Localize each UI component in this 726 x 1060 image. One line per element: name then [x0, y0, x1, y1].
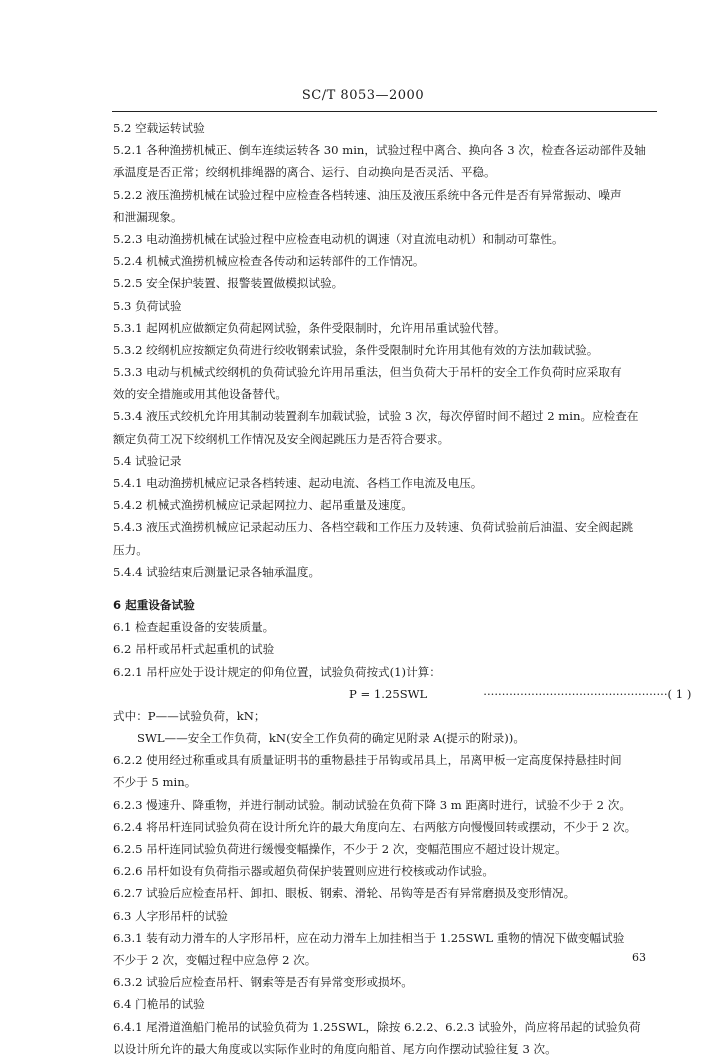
section-gap [113, 583, 660, 594]
clause-5-2-2-cont: 和泄漏现象。 [113, 209, 183, 224]
clause-5-3-1: 5.3.1 起网机应做额定负荷起网试验，条件受限制时，允许用吊重试验代替。 [113, 320, 506, 335]
clause-6-3-1: 6.3.1 装有动力滑车的人字形吊杆，应在动力滑车上加挂相当于 1.25SWL 重物的情况下做变幅试验 [113, 930, 625, 945]
clause-6-2-3: 6.2.3 慢速升、降重物，并进行制动试验。制动试验在负荷下降 3 m 距离时进行，试验不少于 2 次。 [113, 797, 631, 812]
section-heading-5-2: 5.2 空载运转试验 [113, 121, 205, 135]
clause-6-2-6: 6.2.6 吊杆如设有负荷指示器或超负荷保护装置则应进行校核或动作试验。 [113, 864, 494, 879]
clause-5-3-3-cont: 效的安全措施或用其他设备替代。 [113, 387, 287, 402]
section-heading-6-2: 6.2 吊杆或吊杆式起重机的试验 [113, 642, 275, 657]
clause-6-3-1-cont: 不少于 2 次，变幅过程中应急停 2 次。 [113, 952, 317, 967]
clause-6-1: 6.1 检查起重设备的安装质量。 [113, 620, 275, 635]
clause-6-2-1: 6.2.1 吊杆应处于设计规定的仰角位置，试验负荷按式(1)计算： [113, 664, 441, 679]
clause-5-2-1-cont: 承温度是否正常；绞纲机排绳器的离合、运行、自动换向是否灵活、平稳。 [113, 165, 496, 180]
clause-5-2-3: 5.2.3 电动渔捞机械在试验过程中应检查电动机的调速（对直流电动机）和制动可靠性。 [113, 231, 564, 246]
formula-where-p: 式中：P——试验负荷，kN； [113, 708, 266, 723]
clause-5-2-2: 5.2.2 液压渔捞机械在试验过程中应检查各档转速、油压及液压系统中各元件是否有异常振动、噪声 [113, 187, 622, 202]
clause-5-3-2: 5.3.2 绞纲机应按额定负荷进行绞收钢索试验，条件受限制时允许用其他有效的方法加载试验。 [113, 342, 599, 357]
clause-6-2-2-cont: 不少于 5 min。 [113, 775, 197, 790]
formula-expression: P = 1.25SWL [349, 686, 428, 701]
clause-5-4-3-cont: 压力。 [113, 542, 148, 557]
formula-where-swl: SWL——安全工作负荷，kN(安全工作负荷的确定见附录 A(提示的附录))。 [137, 731, 525, 746]
clause-6-4-1-cont: 以设计所允许的最大角度或以实际作业时的角度向船首、尾方向作摆动试验往复 3 次。 [113, 1041, 557, 1056]
section-heading-6-3: 6.3 人字形吊杆的试验 [113, 908, 228, 923]
clause-5-2-4: 5.2.4 机械式渔捞机械应检查各传动和运转部件的工作情况。 [113, 254, 425, 269]
section-heading-5-4: 5.4 试验记录 [113, 453, 182, 468]
clause-5-3-3: 5.3.3 电动与机械式绞纲机的负荷试验允许用吊重法，但当负荷大于吊杆的安全工作负荷时应采取有 [113, 365, 622, 380]
chapter-heading-6: 6 起重设备试验 [113, 597, 195, 612]
header-rule [112, 111, 657, 112]
formula-1 [113, 683, 692, 705]
section-heading-6-4: 6.4 门桅吊的试验 [113, 997, 205, 1012]
clause-6-2-2: 6.2.2 使用经过称重或具有质量证明书的重物悬挂于吊钩或吊具上，吊离甲板一定高度保持悬挂时间 [113, 753, 622, 768]
clause-5-4-4: 5.4.4 试验结束后测量记录各轴承温度。 [113, 564, 321, 579]
document-body [113, 117, 692, 1060]
clause-5-3-4-cont: 额定负荷工况下绞纲机工作情况及安全阀起跳压力是否符合要求。 [113, 431, 450, 446]
clause-5-4-3: 5.4.3 液压式渔捞机械应记录起动压力、各档空载和工作压力及转速、负荷试验前后油温、安全阀起跳 [113, 520, 634, 535]
section-heading-5-3: 5.3 负荷试验 [113, 298, 182, 313]
clause-6-3-2: 6.3.2 试验后应检查吊杆、钢索等是否有异常变形或损坏。 [113, 975, 413, 990]
clause-5-2-1: 5.2.1 各种渔捞机械正、倒车连续运转各 30 min，试验过程中离合、换向各 3 次，检查各运动部件及轴 [113, 143, 646, 158]
clause-5-3-4: 5.3.4 液压式绞机允许用其制动装置刹车加载试验，试验 3 次，每次停留时间不超过 2 min。应检查在 [113, 409, 639, 424]
clause-5-4-2: 5.4.2 机械式渔捞机械应记录起网拉力、起吊重量及速度。 [113, 498, 413, 513]
formula-number: ( 1 ) [667, 686, 692, 701]
clause-6-2-4: 6.2.4 将吊杆连同试验负荷在设计所允许的最大角度向左、右两舷方向慢慢回转或摆动，不少于 2 次。 [113, 819, 637, 834]
clause-6-2-7: 6.2.7 试验后应检查吊杆、卸扣、眼板、钢索、滑轮、吊钩等是否有异常磨损及变形情况。 [113, 886, 576, 901]
clause-6-2-5: 6.2.5 吊杆连同试验负荷进行缓慢变幅操作，不少于 2 次，变幅范围应不超过设计规定。 [113, 842, 567, 856]
formula-leader-dots: ·················································· [483, 686, 668, 701]
page-number: 63 [632, 951, 646, 964]
clause-6-4-1: 6.4.1 尾滑道渔船门桅吊的试验负荷为 1.25SWL，除按 6.2.2、6.2.3 试验外，尚应将吊起的试验负荷 [113, 1019, 641, 1034]
clause-5-4-1: 5.4.1 电动渔捞机械应记录各档转速、起动电流、各档工作电流及电压。 [113, 476, 483, 490]
clause-5-2-5: 5.2.5 安全保护装置、报警装置做模拟试验。 [113, 276, 344, 291]
standard-number-header: SC/T 8053—2000 [301, 88, 425, 103]
